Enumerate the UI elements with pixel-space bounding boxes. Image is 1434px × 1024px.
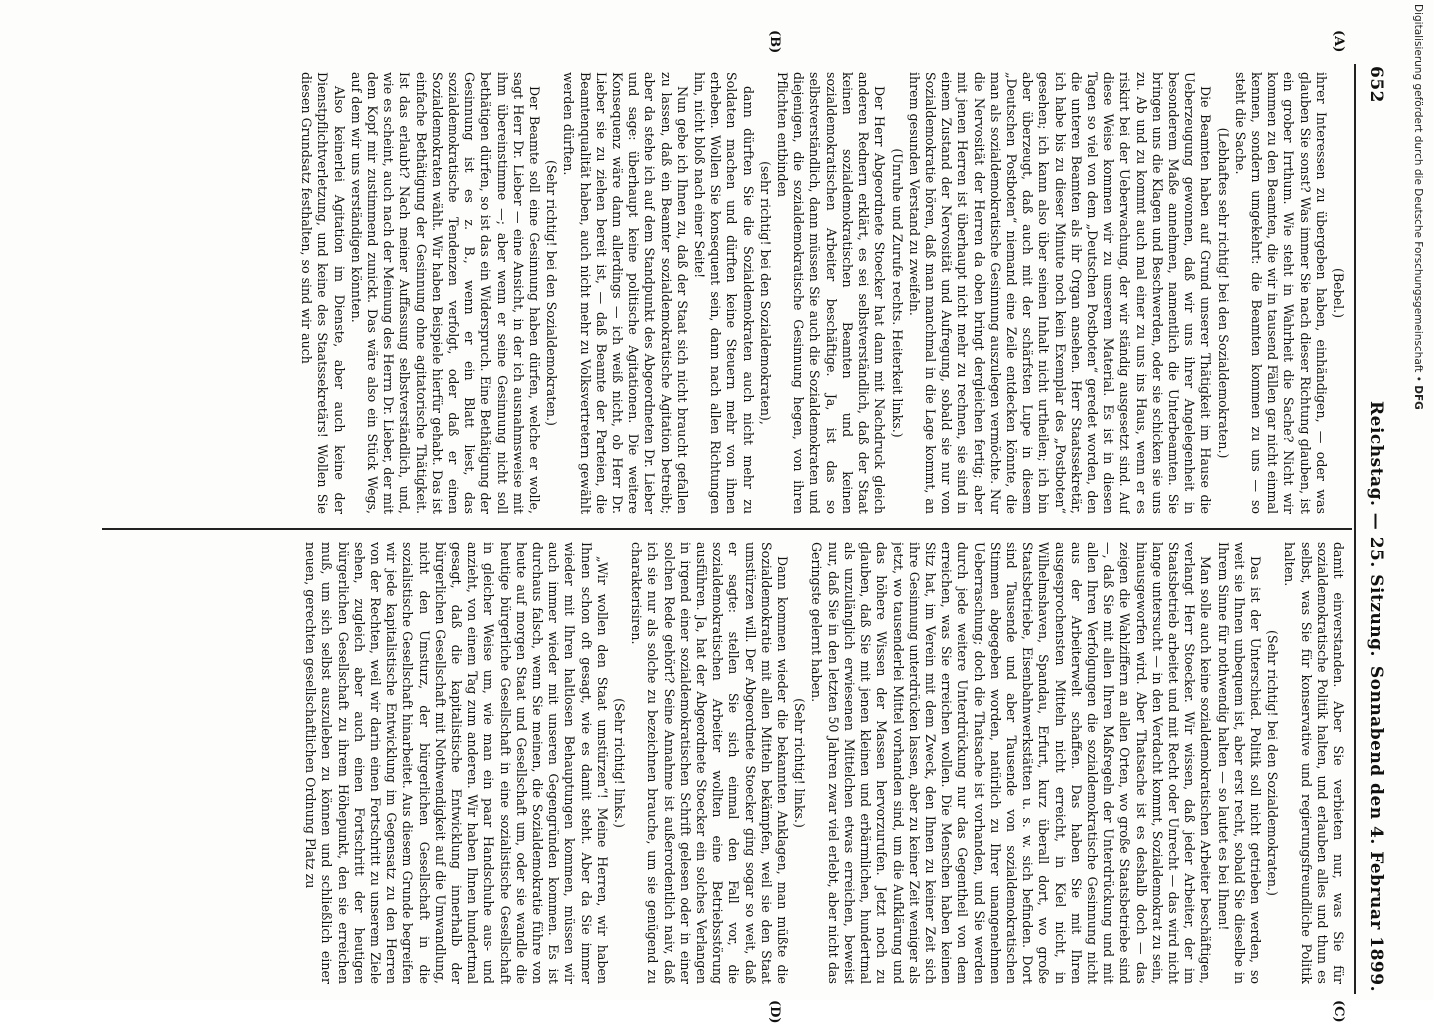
margin-mark-c: (C) xyxy=(1331,1000,1346,1023)
paragraph: dann dürften Sie die Sozialdemokraten auch nicht mehr zu Soldaten machen und dürften keine Steuern mehr von ihnen erheben. Wollen Sie konsequent sein, dann nach allen Richtungen hin, nicht bloß nach einer Seite! xyxy=(692,72,756,514)
interjection: (Sehr richtig! bei den Sozialdemokraten.) xyxy=(1265,630,1281,896)
running-header xyxy=(1356,64,1392,994)
margin-mark-a: (A) xyxy=(1331,30,1346,53)
interjection: (sehr richtig! bei den Sozialdemokraten), xyxy=(757,161,773,425)
left-column xyxy=(96,72,1346,514)
rotated-sheet xyxy=(92,30,1392,1024)
paragraph: ihrer Interessen zu übergeben haben, einhändigen, — oder was glauben Sie sonst? Was immer Sie nach dieser Richtung glauben, ist ein grober Irrthum. Wie steht in Wahrheit die Sache? Nicht wir kommen zu den Beamten, die wir in tausend Fällen gar nicht einmal kennen, sondern umgekehrt: die Beamten kommen zu uns — so steht die Sache. xyxy=(1232,72,1329,514)
interjection: (Sehr richtig! links.) xyxy=(612,698,628,828)
dfg-credit-text: Digitalisierung gefördert durch die Deutsche Forschungsgemeinschaft • xyxy=(1412,4,1424,382)
interjection: (Sehr richtig! links.) xyxy=(792,698,808,828)
paragraph: Dann kommen wieder die bekannten Anklagen, man müßte die Sozialdemokratie mit allen Mitteln bekämpfen, weil sie den Staat umstürzen will. Der Abgeordnete Stoecker ging sogar so weit, daß er sagte: stellen Sie sich einmal den Fall vor, die sozialdemokratischen Arbeiter wollten eine Betriebsstörung ausführen. Ja, hat der Abgeordnete Stoecker ein solches Verlangen in irgend einer sozialdemokratischen Schrift gelesen oder in einer solchen Rede gehört? Seine Annahme ist außerordentlich naiv, daß ich sie nur als solche zu bezeichnen brauche, um sie genügend zu charakterisiren. xyxy=(629,542,791,984)
right-column xyxy=(96,542,1346,984)
header-title: Reichstag. — 25. Sitzung. xyxy=(1366,401,1386,657)
paragraph: Die Beamten haben auf Grund unserer Thätigkeit im Hause die Ueberzeugung gewonnen, daß wir uns ihrer Angelegenheit in besonderem Maße annehmen, namentlich die Unterbeamten. Sie bringen uns die Klagen und Beschwerden, oder sie schicken sie uns zu. Ab und zu kommt auch mal einer zu uns ins Haus, wenn er es riskirt bei der Ueberwachung, der wir ständig ausgesetzt sind. Auf diese Weise kommen wir zu unserem Material. Es ist in diesen Tagen so viel von dem „Deutschen Postboten“ geredet worden, den die unteren Beamten als ihr Organ ansehen. Herr Staatssekretär, ich habe bis zu dieser Minute noch kein Exemplar des „Postboten“ gesehen; ich kann also über seinen Inhalt nicht urtheilen; ich bin aber überzeugt, daß auch mit der schärfsten Lupe in diesem „Deutschen Postboten“ niemand eine Zeile entdecken könnte, die man als sozialdemokratische Gesinnung auszulegen vermöchte. Nur die Nervosität der Herren da oben bringt dergleichen fertig; aber mit jenen Herren ist überhaupt nicht mehr zu rechnen, sie sind in einem Zustand der Nervosität und Aufregung, sobald sie nur von Sozialdemokratie hören, daß man manchmal in die Lage kommt, an ihrem gesunden Verstand zu zweifeln. xyxy=(906,72,1214,514)
paragraph: Der Herr Abgeordnete Stoecker hat dann mit Nachdruck gleich anderen Rednern erklärt, es sei selbstverständlich, daß der Staat keinen sozialdemokratischen Beamten und keinen sozialdemokratischen Arbeiter beschäftige. Ja, ist das so selbstverständlich, dann müssen Sie auch die Sozialdemokraten und diejenigen, die sozialdemokratische Gesinnung hegen, von ihren Pflichten entbinden xyxy=(775,72,888,514)
speaker-label: (Bebel.) xyxy=(1331,267,1346,319)
paragraph: damit einverstanden. Aber Sie verbieten nur, was Sie für sozialdemokratische Politik halten, und erlauben alles und thun es selbst, was Sie für konservative und regierungsfreundliche Politik halten. xyxy=(1282,542,1346,984)
dfg-logo: DFG xyxy=(1412,385,1424,410)
page-number: 652 xyxy=(1366,66,1386,103)
column-rule xyxy=(102,528,1352,530)
paragraph: Also keinerlei Agitation im Dienste, aber auch keine der Dienstpflichtverletzung, und keine des Staatssekretärs! Wollen Sie diesen Grundsatz festhalten, so sind wir auch xyxy=(299,72,347,514)
header-rule xyxy=(1354,64,1356,994)
interjection: (Lebhaftes sehr richtig! bei den Sozialdemokraten.) xyxy=(1215,127,1231,459)
paragraph: „Wir wollen den Staat umstürzen“! Meine Herren, wir haben Ihnen schon oft gesagt, wie es damit steht. Aber da Sie immer wieder mit Ihren haltlosen Behauptungen kommen, müssen wir auch immer wieder mit unseren Gegengründen kommen. Es ist durchaus falsch, wenn Sie meinen, die Sozialdemokratie führe von heute auf morgen Staat und Gesellschaft um, oder sie wandle die heutige bürgerliche Gesellschaft in eine sozialistische Gesellschaft in gleicher Weise um, wie man ein paar Handschuhe aus- und anzieht, von einem Tag zum anderen. Wir haben Ihnen hundertmal gesagt, daß die kapitalistische Entwicklung innerhalb der bürgerlichen Gesellschaft mit Nothwendigkeit auf die Umwandlung, nicht den Umsturz, der bürgerlichen Gesellschaft in die sozialistische Gesellschaft hinarbeitet. Aus diesem Grunde begreifen wir jede kapitalistische Entwicklung im Gegensatz zu den Herren von der Rechten, weil wir darin einen Fortschritt zu unserem Ziele sehen, zugleich aber auch einen Fortschritt der heutigen bürgerlichen Gesellschaft zu ihrem Höhepunkt, den sie erreichen muß, um sich selbst auszuleben zu können und schließlich einer neuen, gerechten gesellschaftlichen Ordnung Platz zu xyxy=(303,542,610,984)
paragraph: Das ist der Unterschied. Politik soll nicht getrieben werden, so weit sie Ihnen unbequem ist, aber erst recht, sobald Sie dieselbe in Ihrem Sinne für nothwendig halten — so lautet es bei Ihnen! xyxy=(1215,542,1263,984)
paragraph: Der Beamte soll eine Gesinnung haben dürfen, welche er wolle, sagt Herr Dr. Lieber — eine Ansicht, in der ich ausnahmsweise mit ihm übereinstimme —; aber wenn er seine Gesinnung nicht soll bethätigen dürfen, so ist das ein Widerspruch. Eine Bethätigung der Gesinnung ist es z. B., wenn er ein Blatt liest, das sozialdemokratische Tendenzen verfolgt, oder daß er einen Sozialdemokraten wählt. Wir haben Beispiele hierfür gehabt. Das ist einfache Bethätigung der Gesinnung ohne agitatorische Thätigkeit. Ist das erlaubt? Nach meiner Auffassung selbstverständlich, und, wie es scheint, auch nach der Meinung des Herrn Dr. Lieber, der mit dem Kopf mir zustimmend zunickt. Das wäre also ein Stück Wegs, auf dem wir uns verständigen könnten. xyxy=(348,72,543,514)
interjection: (Unruhe und Zurufe rechts. Heiterkeit links.) xyxy=(889,148,905,438)
header-date: Sonnabend den 4. Februar 1899. xyxy=(1366,665,1386,992)
margin-mark-d: (D) xyxy=(767,1000,782,1024)
margin-mark-b: (B) xyxy=(767,30,782,54)
dfg-credit xyxy=(1408,4,1428,996)
paragraph: Nun gebe ich Ihnen zu, daß der Staat sich nicht braucht gefallen zu lassen, daß ein Beamter sozialdemokratische Agitation betreibt; aber da stehe ich auf dem Standpunkt des Abgeordneten Dr. Lieber und sage: überhaupt keine politische Agitationen. Die weitere Konsequenz wäre dann allerdings — ich weiß nicht, ob Herr Dr. Lieber sie zu ziehen bereit ist, — daß Beamte der Parteien, die Beamtenqualität haben, auch nicht mehr zu Volksvertretern gewählt werden dürften. xyxy=(561,72,690,514)
paragraph: Man solle auch keine sozialdemokratischen Arbeiter beschäftigen, verlangt Herr Stoecker. Wir wissen, daß jeder Arbeiter, der im Staatsbetrieb arbeitet und mit Recht oder Unrecht — das wird nicht lange untersucht — in den Verdacht kommt, Sozialdemokrat zu sein, hinausgeworfen wird. Aber Thatsache ist es deshalb doch — das zeigen die Wahlziffern an allen Orten, wo große Staatsbetriebe sind —, daß Sie mit allen Ihren Maßregeln der Unterdrückung und mit allen Ihren Verfolgungen die sozialdemokratische Gesinnung nicht aus der Arbeiterwelt schaffen. Das haben Sie mit Ihren ausgesprochensten Mitteln nicht erreicht, in Kiel nicht, in Wilhelmshaven, Spandau, Erfurt, kurz überall dort, wo große Staatsbetriebe, Eisenbahnwerkstätten u. s. w. sich befinden. Dort sind Tausende und aber Tausende von sozialdemokratischen Stimmen abgegeben worden, natürlich zu Ihrer unangenehmen Ueberraschung; doch die Thatsache ist vorhanden, und Sie werden durch jede weitere Unterdrückung nur das Gegentheil von dem erreichen, was Sie erreichen wollen. Die Menschen haben keinen Sitz hat, im Verein mit dem Zweck, den Ihnen zu keiner Zeit sich ihre Gesinnung unterdrücken lassen, aber zu keiner Zeit weniger als jetzt, wo tausenderlei Mittel vorhanden sind, um die Aufklärung und das höhere Wissen der Massen hervorzurufen. Jetzt noch zu glauben, daß Sie mit jenen kleinen und erbärmlichen, hundertmal als unzulänglich erwiesenen Mittelchen etwas erreichen, beweist nur, daß Sie in den letzten 50 Jahren zwar viel erlebt, aber nicht das Geringste gelernt haben. xyxy=(809,542,1214,984)
interjection: (Sehr richtig! bei den Sozialdemokraten.) xyxy=(544,160,560,426)
dfg-credit-strip xyxy=(1408,4,1428,996)
